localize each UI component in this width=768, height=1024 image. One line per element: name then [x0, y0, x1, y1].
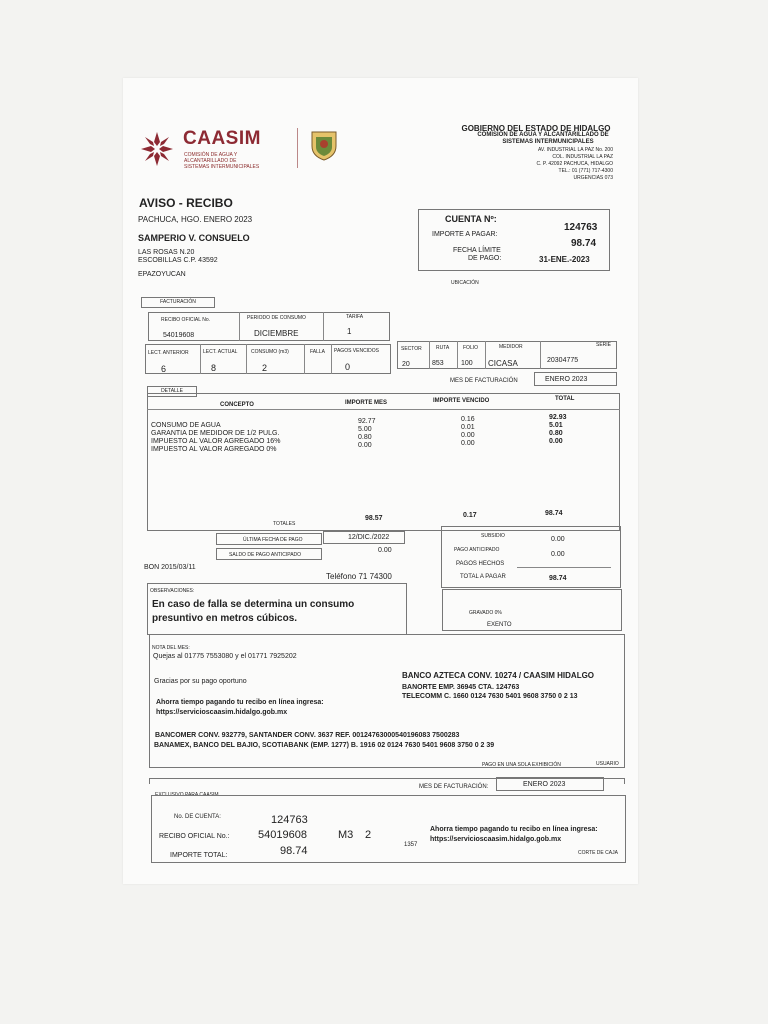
- medidor-value: CICASA: [488, 359, 518, 368]
- corte-de-caja-label: CORTE DE CAJA: [578, 850, 618, 856]
- banorte-text: BANORTE EMP. 36945 CTA. 124763: [402, 684, 520, 691]
- col-importe-mes: IMPORTE MES: [345, 400, 388, 406]
- recibo-oficial-label: RECIBO OFICIAL No.: [161, 317, 210, 323]
- lecturas-divider-3: [304, 344, 305, 374]
- mes-facturacion-label: MES DE FACTURACIÓN: [450, 378, 518, 384]
- row-total: 92.93: [549, 414, 567, 421]
- mes-facturacion-value: ENERO 2023: [534, 372, 617, 386]
- pagos-vencidos-value: 0: [345, 362, 351, 372]
- stub-m3-value: 2: [365, 829, 372, 841]
- sector-divider-4: [540, 341, 541, 369]
- lect-actual-value: 8: [211, 363, 217, 373]
- banco-azteca-text: BANCO AZTECA CONV. 10274 / CAASIM HIDALGO: [402, 671, 595, 680]
- medidor-label: MEDIDOR: [499, 344, 523, 350]
- address-line-4: TEL.: 01 (771) 717-4300: [558, 168, 613, 174]
- customer-municipality: EPAZOYUCAN: [138, 271, 186, 278]
- totales-label: TOTALES: [273, 521, 296, 527]
- telefono-text: Teléfono 71 74300: [326, 572, 392, 581]
- row-concepto: CONSUMO DE AGUA: [151, 422, 221, 429]
- row-vencido: 0.00: [461, 432, 475, 439]
- importe-vencido-column: [461, 416, 475, 448]
- periodo-label: PERIODO DE CONSUMO: [247, 315, 306, 321]
- sector-divider-2: [457, 341, 458, 369]
- row-total: 5.01: [549, 422, 563, 429]
- usuario-label: USUARIO: [596, 761, 619, 767]
- total-column: [549, 414, 567, 446]
- limit-value: 31-ENE.-2023: [539, 255, 590, 264]
- pago-anticipado-label: PAGO ANTICIPADO: [454, 547, 500, 553]
- stub-mes-label: MES DE FACTURACIÓN:: [419, 784, 489, 790]
- stub-url-text[interactable]: https://servicioscaasim.hidalgo.gob.mx: [430, 836, 562, 843]
- recibo-oficial-value: 54019608: [163, 332, 195, 339]
- limit-label-1: FECHA LÍMITE: [453, 247, 501, 254]
- sector-value: 20: [402, 361, 410, 368]
- lecturas-divider-2: [246, 344, 247, 374]
- tarifa-label: TARIFA: [346, 314, 364, 320]
- pagos-hechos-rule: [517, 567, 611, 568]
- total-pagar-value: 98.74: [549, 575, 567, 582]
- stub-code: 1357: [404, 842, 418, 848]
- col-concepto: CONCEPTO: [220, 402, 254, 408]
- import-label: IMPORTE A PAGAR:: [432, 231, 498, 238]
- limit-label-2: DE PAGO:: [468, 255, 502, 262]
- sector-divider-3: [485, 341, 486, 369]
- place-date: PACHUCA, HGO. ENERO 2023: [138, 215, 253, 224]
- address-line-2: COL. INDUSTRIAL LA PAZ: [552, 154, 613, 160]
- stub-importe-value: 98.74: [280, 845, 308, 857]
- subsidio-label: SUBSIDIO: [481, 533, 505, 539]
- customer-name: SAMPERIO V. CONSUELO: [138, 233, 250, 243]
- pagos-vencidos-label: PAGOS VENCIDOS: [334, 348, 379, 354]
- facturacion-divider-1: [239, 312, 240, 341]
- bon-text: BON 2015/03/11: [144, 564, 196, 571]
- lect-actual-label: LECT. ACTUAL: [203, 349, 238, 355]
- address-line-3: C. P. 42092 PACHUCA, HIDALGO: [536, 161, 613, 167]
- address-line-5: URGENCIAS 073: [573, 175, 613, 181]
- stub-ahorra-text: Ahorra tiempo pagando tu recibo en línea ingresa:: [430, 826, 598, 833]
- row-total: 0.80: [549, 430, 563, 437]
- brand-subtitle: COMISIÓN DE AGUA Y ALCANTARILLADO DE SISTEMAS INTERMUNICIPALES: [184, 152, 260, 170]
- stub-m3-label: M3: [338, 829, 354, 841]
- importe-mes-column: [358, 418, 376, 450]
- ruta-value: 853: [432, 360, 444, 367]
- stub-cuenta-label: No. DE CUENTA:: [174, 814, 221, 820]
- telecomm-text: TELECOMM C. 1660 0124 7630 5401 9608 3750 0 2 13: [402, 693, 578, 700]
- serie-label: SERIE: [596, 342, 612, 348]
- exento-label: EXENTO: [487, 622, 512, 628]
- facturacion-label: FACTURACIÓN: [141, 297, 215, 308]
- row-concepto: IMPUESTO AL VALOR AGREGADO 0%: [151, 446, 277, 453]
- customer-colony: ESCOBILLAS C.P. 43592: [138, 257, 218, 264]
- folio-label: FOLIO: [463, 345, 479, 351]
- stub-recibo-value: 54019608: [258, 829, 307, 841]
- row-concepto: IMPUESTO AL VALOR AGREGADO 16%: [151, 438, 281, 445]
- periodo-value: DICIEMBRE: [254, 329, 299, 338]
- lect-anterior-value: 6: [161, 364, 167, 374]
- lecturas-divider-4: [331, 344, 332, 374]
- gov-subtitle-1: COMISIÓN DE AGUA Y ALCANTARILLADO DE: [477, 132, 609, 138]
- ubicacion-label: UBICACIÓN: [451, 280, 479, 286]
- pago-una-exhibicion: PAGO EN UNA SOLA EXHIBICIÓN: [482, 762, 561, 768]
- stub-cuenta-value: 124763: [271, 814, 308, 826]
- exclusivo-label: EXCLUSIVO PARA CAASIM: [155, 792, 219, 798]
- table-row: [151, 422, 280, 454]
- account-box: [418, 209, 610, 271]
- hidalgo-coat-of-arms-icon: [307, 128, 341, 162]
- document-title: AVISO - RECIBO: [139, 196, 233, 210]
- row-total: 0.00: [549, 438, 563, 445]
- saldo-anticipado-value: 0.00: [378, 547, 392, 554]
- url-text[interactable]: https://servicioscaasim.hidalgo.gob.mx: [156, 709, 288, 716]
- gracias-text: Gracias por su pago oportuno: [154, 678, 247, 685]
- facturacion-divider-2: [323, 312, 324, 341]
- observaciones-line-1: En caso de falla se determina un consumo: [152, 599, 355, 610]
- row-mes: 92.77: [358, 418, 376, 425]
- stub-importe-label: IMPORTE TOTAL:: [170, 852, 228, 859]
- ultima-fecha-label: ÚLTIMA FECHA DE PAGO: [216, 533, 322, 545]
- row-mes: 5.00: [358, 426, 372, 433]
- detalle-label: DETALLE: [147, 386, 197, 397]
- stub-mes-value: ENERO 2023: [496, 777, 604, 791]
- falla-label: FALLA: [310, 349, 326, 355]
- banamex-text: BANAMEX, BANCO DEL BAJIO, SCOTIABANK (EMP. 1277) B. 1916 02 0124 7630 5401 9608 3750 0 2 39: [154, 742, 495, 749]
- totales-total: 98.74: [545, 510, 563, 517]
- account-number: 124763: [564, 222, 598, 233]
- consumo-label: CONSUMO (m3): [251, 349, 289, 355]
- ahorra-text: Ahorra tiempo pagando tu recibo en línea ingresa:: [156, 699, 324, 706]
- customer-street: LAS ROSAS N.20: [138, 249, 195, 256]
- bancomer-text: BANCOMER CONV. 932779, SANTANDER CONV. 3637 REF. 00124763000540196083 7500283: [155, 732, 460, 739]
- tarifa-value: 1: [347, 327, 352, 336]
- caasim-star-logo-icon: [139, 130, 175, 168]
- gravado-label: GRAVADO 0%: [469, 610, 502, 616]
- consumo-value: 2: [262, 363, 268, 373]
- row-vencido: 0.00: [461, 440, 475, 447]
- import-value: 98.74: [571, 238, 597, 249]
- total-pagar-label: TOTAL A PAGAR: [460, 574, 506, 580]
- observaciones-label: OBSERVACIONES:: [150, 588, 195, 594]
- ruta-label: RUTA: [436, 345, 450, 351]
- row-mes: 0.00: [358, 442, 372, 449]
- row-vencido: 0.01: [461, 424, 475, 431]
- gov-title: GOBIERNO DEL ESTADO DE HIDALGO: [461, 124, 611, 133]
- ultima-fecha-value: 12/DIC./2022: [323, 531, 405, 544]
- col-total: TOTAL: [555, 396, 575, 402]
- sector-label: SECTOR: [401, 346, 422, 352]
- pago-anticipado-value: 0.00: [551, 551, 565, 558]
- totales-vencido: 0.17: [463, 512, 477, 519]
- row-concepto: GARANTIA DE MEDIDOR DE 1/2 PULG.: [151, 430, 280, 437]
- brand-title: CAASIM: [183, 128, 261, 149]
- row-vencido: 0.16: [461, 416, 475, 423]
- row-mes: 0.80: [358, 434, 372, 441]
- totales-mes: 98.57: [365, 515, 383, 522]
- account-label: CUENTA Nº:: [445, 214, 497, 224]
- observaciones-line-2: presuntivo en metros cúbicos.: [152, 613, 298, 624]
- lect-anterior-label: LECT. ANTERIOR: [148, 350, 189, 356]
- subsidio-value: 0.00: [551, 536, 565, 543]
- saldo-anticipado-label: SALDO DE PAGO ANTICIPADO: [216, 548, 322, 560]
- receipt-paper: [123, 78, 638, 884]
- stub-recibo-label: RECIBO OFICIAL No.:: [159, 833, 230, 840]
- logo-divider: [297, 128, 298, 168]
- col-importe-vencido: IMPORTE VENCIDO: [433, 398, 490, 404]
- quejas-text: Quejas al 01775 7553080 y el 01771 7925202: [153, 653, 297, 660]
- address-line-1: AV. INDUSTRIAL LA PAZ No. 200: [537, 147, 613, 153]
- sector-divider-1: [429, 341, 430, 369]
- lecturas-divider-1: [200, 344, 201, 374]
- serie-value: 20304775: [547, 357, 579, 364]
- detalle-header-rule: [147, 409, 620, 410]
- pagos-hechos-label: PAGOS HECHOS: [456, 561, 505, 567]
- gov-subtitle-2: SISTEMAS INTERMUNICIPALES: [502, 139, 594, 145]
- nota-label: NOTA DEL MES:: [152, 645, 190, 651]
- folio-value: 100: [461, 360, 473, 367]
